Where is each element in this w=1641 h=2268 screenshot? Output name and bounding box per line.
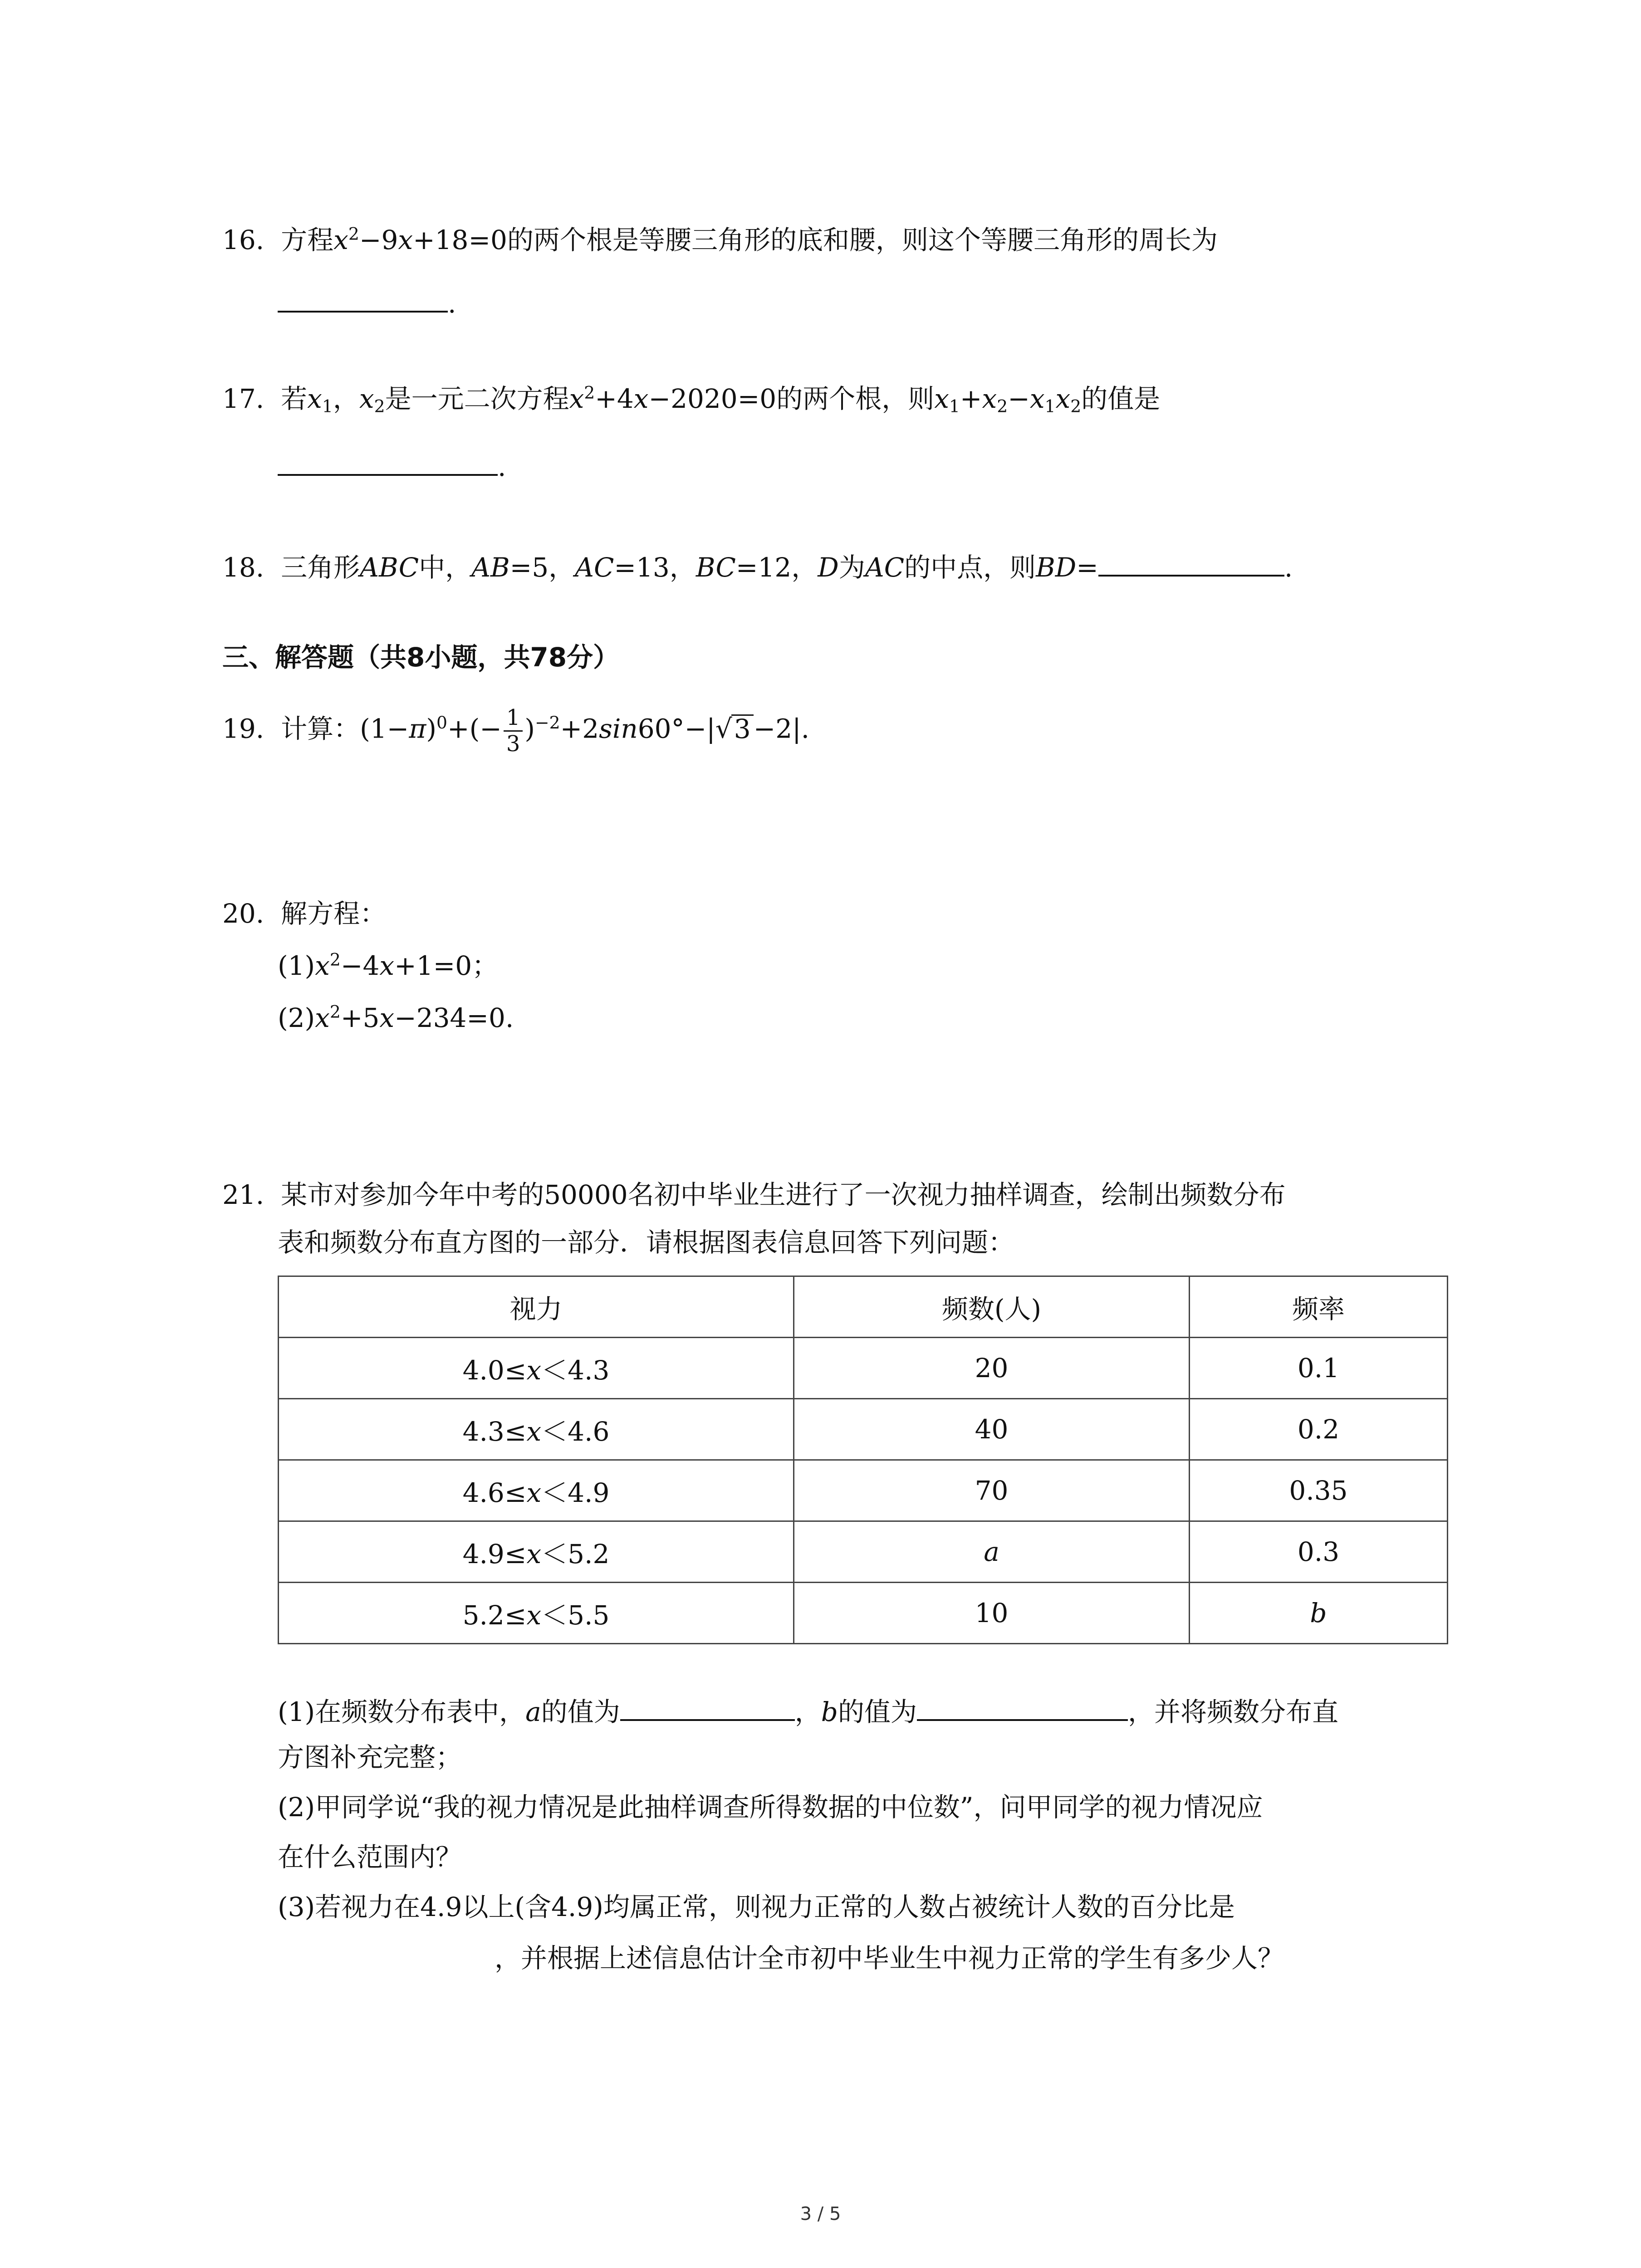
var-ab: AB xyxy=(471,552,510,583)
question-text: 的值为 xyxy=(541,1696,620,1728)
question-17 xyxy=(222,382,1161,416)
question-text: − xyxy=(1008,383,1030,414)
var-x: x xyxy=(526,1416,542,1447)
var-x: x xyxy=(526,1600,542,1631)
table-cell-rate xyxy=(1190,1583,1448,1644)
var-x: x xyxy=(398,225,413,255)
var-x: x xyxy=(982,383,997,414)
answer-blank[interactable] xyxy=(278,286,448,313)
question-21-part-2-cont: 在什么范围内？ xyxy=(278,1842,462,1872)
var-bc: BC xyxy=(696,552,736,583)
table-cell-rate: 0.1 xyxy=(1190,1338,1448,1399)
question-20-part-1 xyxy=(278,949,499,981)
question-text: 计算：(1− xyxy=(281,713,409,744)
range-high: ＜5.2 xyxy=(541,1539,610,1569)
answer-blank[interactable] xyxy=(278,449,498,476)
question-text: 三角形 xyxy=(281,552,360,583)
question-21-part-3-cont: ，并根据上述信息估计全市初中毕业生中视力正常的学生有多少人？ xyxy=(495,1943,1284,1974)
question-text: ， xyxy=(333,383,359,414)
sqrt-sign: √ xyxy=(715,713,732,744)
question-text: +5 xyxy=(340,1002,380,1033)
question-21-part-2: (2)甲同学说“我的视力情况是此抽样调查所得数据的中位数”，问甲同学的视力情况应 xyxy=(278,1792,1263,1823)
exponent: 2 xyxy=(584,382,595,403)
answer-blank[interactable] xyxy=(620,1694,795,1721)
question-20-part-2 xyxy=(278,1002,514,1033)
table-row xyxy=(279,1460,1448,1521)
var-x: x xyxy=(633,383,649,414)
question-19 xyxy=(222,705,809,757)
var-x: x xyxy=(526,1477,542,1508)
question-text: =12， xyxy=(735,552,818,583)
table-header-row xyxy=(279,1276,1448,1338)
table-cell-range xyxy=(279,1460,794,1521)
table-cell-frequency xyxy=(794,1521,1190,1583)
question-text: 方程 xyxy=(281,225,334,255)
var-x: x xyxy=(1029,383,1045,414)
part-label: (2) xyxy=(278,1002,315,1033)
fraction-numerator: 1 xyxy=(504,705,523,732)
question-text: 的值是 xyxy=(1081,383,1161,414)
period: . xyxy=(1284,552,1293,583)
var-x: x xyxy=(379,1002,395,1033)
table-row xyxy=(279,1583,1448,1644)
range-high: ＜4.6 xyxy=(541,1416,610,1447)
question-text: 某市对参加今年中考的50000名初中毕业生进行了一次视力抽样调查，绘制出频数分布 xyxy=(281,1179,1286,1210)
question-text: −4 xyxy=(340,950,380,981)
var-x: x xyxy=(569,383,584,414)
exponent: −2 xyxy=(535,712,560,733)
table-cell-rate: 0.3 xyxy=(1190,1521,1448,1583)
exponent: 2 xyxy=(348,224,359,244)
var-x: x xyxy=(315,1002,330,1033)
question-21-line-2: 表和频数分布直方图的一部分．请根据图表信息回答下列问题： xyxy=(278,1227,1015,1258)
table-row xyxy=(279,1338,1448,1399)
fraction-denominator: 3 xyxy=(506,731,520,757)
range-low: 4.9≤ xyxy=(462,1539,527,1569)
range-low: 4.0≤ xyxy=(462,1355,527,1386)
var-x: x xyxy=(315,950,330,981)
question-text: 的中点，则 xyxy=(904,552,1036,583)
question-text: +18=0的两个根是等腰三角形的底和腰，则这个等腰三角形的周长为 xyxy=(413,225,1218,255)
question-number: 18. xyxy=(222,552,265,583)
question-18 xyxy=(222,550,1293,581)
page-number: 3 / 5 xyxy=(800,2204,841,2224)
period: . xyxy=(498,451,506,483)
question-21-part-3: (3)若视力在4.9以上(含4.9)均属正常，则视力正常的人数占被统计人数的百分比是 xyxy=(278,1892,1235,1922)
table-cell-frequency: 70 xyxy=(794,1460,1190,1521)
var-x: x xyxy=(379,950,395,981)
question-text: −2020=0的两个根，则 xyxy=(648,383,935,414)
section-heading: 三、解答题（共8小题，共78分） xyxy=(222,642,620,673)
table-header: 视力 xyxy=(279,1276,794,1338)
table-cell-frequency: 40 xyxy=(794,1399,1190,1460)
answer-blank[interactable] xyxy=(1098,550,1284,577)
table-header: 频数(人) xyxy=(794,1276,1190,1338)
question-text: −234=0. xyxy=(394,1002,514,1033)
part-label: (1) xyxy=(278,950,315,981)
frequency-table xyxy=(278,1276,1448,1644)
table-cell-rate: 0.2 xyxy=(1190,1399,1448,1460)
question-number: 16. xyxy=(222,225,265,255)
var-pi: π xyxy=(409,713,426,744)
range-high: ＜5.5 xyxy=(541,1600,610,1631)
question-text: ) xyxy=(524,713,535,744)
table-cell-range xyxy=(279,1583,794,1644)
table-cell-rate: 0.35 xyxy=(1190,1460,1448,1521)
var-abc: ABC xyxy=(360,552,419,583)
question-text: 为 xyxy=(838,552,865,583)
exponent: 2 xyxy=(329,949,341,970)
table-cell-range xyxy=(279,1521,794,1583)
var-ac: AC xyxy=(575,552,614,583)
table-cell-range xyxy=(279,1338,794,1399)
question-number: 17. xyxy=(222,383,265,414)
exponent: 2 xyxy=(329,1002,341,1022)
table-cell-range xyxy=(279,1399,794,1460)
answer-line-17 xyxy=(278,449,506,483)
question-21 xyxy=(222,1179,1286,1210)
question-text: 解方程： xyxy=(281,898,387,929)
question-text: 若 xyxy=(281,383,308,414)
var-x: x xyxy=(526,1355,542,1386)
question-number: 19. xyxy=(222,713,265,744)
var-d: D xyxy=(818,552,839,583)
question-text: =13， xyxy=(614,552,696,583)
question-text: 的值为 xyxy=(838,1696,917,1728)
table-cell-frequency: 20 xyxy=(794,1338,1190,1399)
question-text: 是一元二次方程 xyxy=(385,383,569,414)
question-number: 21. xyxy=(222,1179,265,1210)
var-x: x xyxy=(307,383,322,414)
subscript: 1 xyxy=(322,396,333,416)
question-text: +4 xyxy=(595,383,634,414)
table-row xyxy=(279,1399,1448,1460)
sin-function: sin xyxy=(599,713,638,744)
var-a: a xyxy=(984,1536,999,1567)
table-cell-frequency: 10 xyxy=(794,1583,1190,1644)
question-text: (1)在频数分布表中， xyxy=(278,1696,526,1728)
question-text: ，并将频数分布直 xyxy=(1127,1696,1338,1728)
subscript: 2 xyxy=(1070,396,1082,416)
question-text: = xyxy=(1076,552,1098,583)
var-b: b xyxy=(821,1696,838,1728)
question-20 xyxy=(222,900,386,927)
subscript: 2 xyxy=(374,396,385,416)
question-text: +2 xyxy=(560,713,599,744)
question-16 xyxy=(222,224,1218,255)
answer-blank[interactable] xyxy=(917,1694,1128,1721)
var-ac: AC xyxy=(865,552,905,583)
question-text: +1=0； xyxy=(394,950,499,981)
table-row xyxy=(279,1521,1448,1583)
question-text: =5， xyxy=(509,552,575,583)
question-text: +(− xyxy=(447,713,502,744)
period: . xyxy=(448,288,456,319)
subscript: 2 xyxy=(997,396,1008,416)
var-bd: BD xyxy=(1036,552,1077,583)
range-low: 4.3≤ xyxy=(462,1416,527,1447)
var-x: x xyxy=(934,383,949,414)
table-header: 频率 xyxy=(1190,1276,1448,1338)
question-text: −2|. xyxy=(753,713,810,744)
range-low: 5.2≤ xyxy=(462,1600,527,1631)
fraction xyxy=(504,705,523,757)
var-x: x xyxy=(1055,383,1071,414)
answer-line-16 xyxy=(278,286,456,317)
question-text: 60°−| xyxy=(637,713,715,744)
question-text: + xyxy=(960,383,982,414)
question-21-part-1 xyxy=(278,1694,1338,1728)
var-b: b xyxy=(1310,1598,1327,1628)
var-a: a xyxy=(525,1696,541,1728)
question-text: 中， xyxy=(419,552,472,583)
range-high: ＜4.9 xyxy=(541,1477,610,1508)
range-low: 4.6≤ xyxy=(462,1477,527,1508)
question-number: 20. xyxy=(222,898,265,929)
var-x: x xyxy=(526,1539,542,1569)
var-x: x xyxy=(359,383,374,414)
subscript: 1 xyxy=(949,396,960,416)
exponent: 0 xyxy=(436,712,448,733)
question-text: −9 xyxy=(359,225,398,255)
question-text: ) xyxy=(426,713,437,744)
range-high: ＜4.3 xyxy=(541,1355,610,1386)
question-21-part-1-cont: 方图补充完整； xyxy=(278,1742,462,1773)
question-text: ， xyxy=(794,1696,821,1728)
var-x: x xyxy=(333,225,348,255)
radicand: 3 xyxy=(731,714,754,742)
subscript: 1 xyxy=(1044,396,1056,416)
